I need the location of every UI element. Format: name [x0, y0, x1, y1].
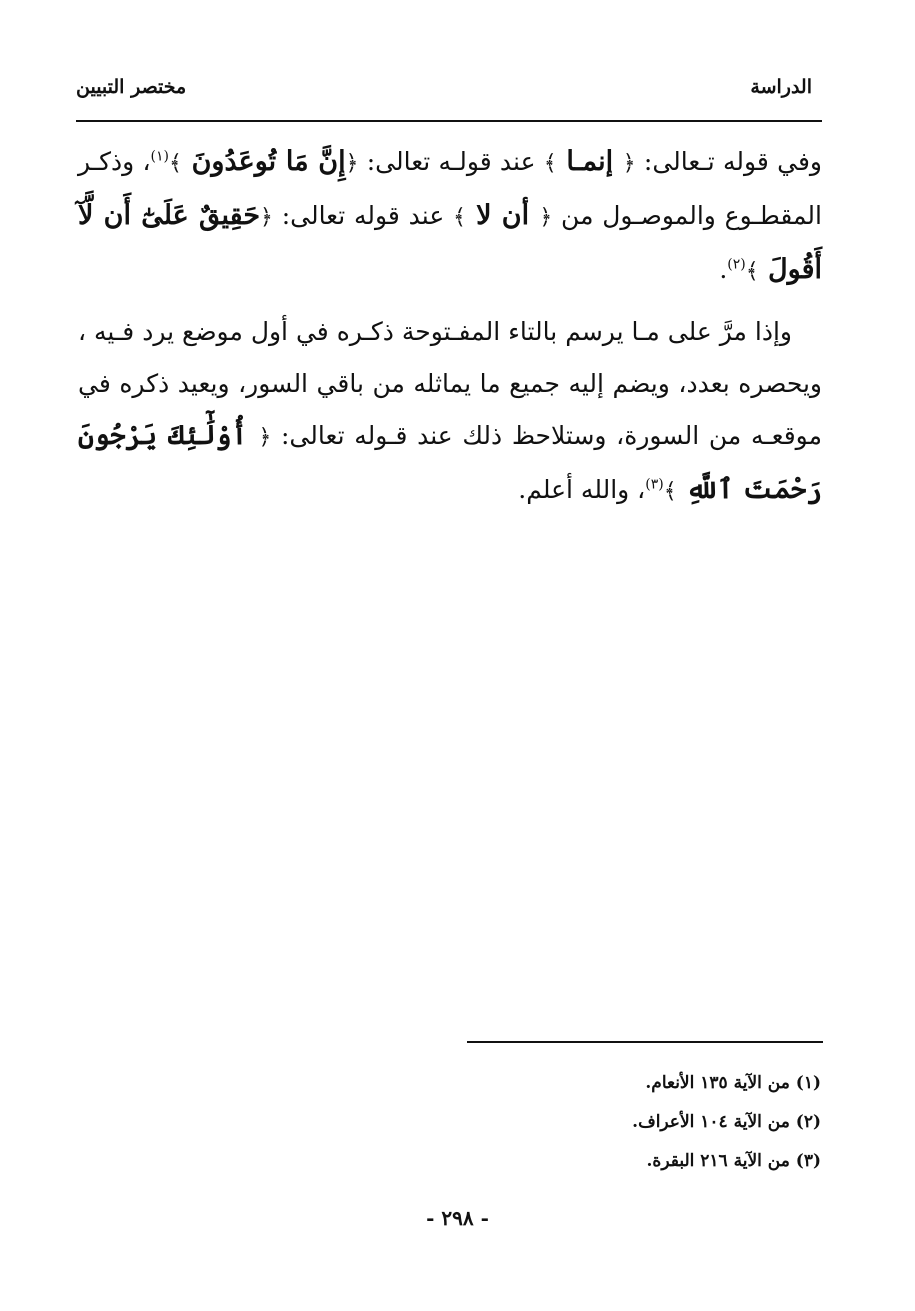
page-number: - ٢٩٨ -: [426, 1206, 489, 1230]
text-run: .: [719, 255, 728, 284]
section-title: الدراسة: [750, 76, 812, 98]
footnote-3: (٣) من الآية ٢١٦ البقرة.: [646, 1151, 821, 1171]
ornate-bracket-open: ﴿: [622, 151, 636, 176]
ornate-bracket-open: ﴿: [258, 425, 272, 450]
text-run: ، والله أعلم.: [518, 475, 646, 504]
ornate-bracket-open: ﴿: [539, 205, 553, 230]
quran-quote: أن لا: [465, 200, 540, 231]
ornate-bracket-close: ﴾: [745, 259, 759, 284]
ornate-bracket-open: ﴿: [345, 151, 359, 176]
text-run: عند قولـه تعالى:: [358, 147, 544, 176]
book-title: مختصر التبيين: [76, 76, 187, 98]
text-run: وإذا مرَّ على مـا يرسم بالتاء المفـتوحة ذكـره في أول موضع يرد فـيه ، ويحصره بعدد، ويضم إليه جميع ما يماثله من باقي السور، ويعيد ذكره في موقعـه من السورة، وستلاحظ ذلك عند قـوله تعالى:: [78, 317, 822, 450]
footnotes: [401, 1064, 821, 1181]
quran-quote: إنمـا: [556, 146, 623, 177]
running-header: [72, 76, 820, 106]
footnote-2: (٢) من الآية ١٠٤ الأعراف.: [632, 1112, 821, 1132]
ornate-bracket-close: ﴾: [663, 479, 677, 504]
footnote-1: (١) من الآية ١٣٥ الأنعام.: [645, 1073, 821, 1093]
paragraph-2: [78, 306, 822, 518]
ornate-bracket-close: ﴾: [543, 151, 557, 176]
ornate-bracket-open: ﴿: [260, 205, 273, 230]
footnote-ref[interactable]: (٣): [645, 476, 664, 493]
footnote-divider: [467, 1041, 823, 1043]
quran-quote: إِنَّ مَا تُوعَدُونَ: [181, 146, 346, 177]
text-run: عند قوله تعالى:: [272, 201, 454, 230]
ornate-bracket-close: ﴾: [169, 151, 182, 176]
paragraph-1: [78, 136, 822, 298]
footnote-ref[interactable]: (٢): [727, 256, 746, 273]
quran-quote: حَقِيقٌ عَلَىٰٓ أَن لَّآ أَقُولَ: [78, 200, 822, 285]
quran-quote: أُوْلَٰٓئِكَ يَرْجُونَ رَحْمَتَ ٱللَّهِ: [78, 420, 822, 505]
ornate-bracket-close: ﴾: [453, 205, 466, 230]
footnote-ref[interactable]: (١): [150, 148, 169, 165]
main-text: [78, 136, 822, 518]
text-run: ، وذكـر المقطـوع والموصـول من: [78, 147, 822, 230]
header-divider: [76, 120, 822, 122]
text-run: وفي قوله تـعالى:: [635, 147, 822, 176]
